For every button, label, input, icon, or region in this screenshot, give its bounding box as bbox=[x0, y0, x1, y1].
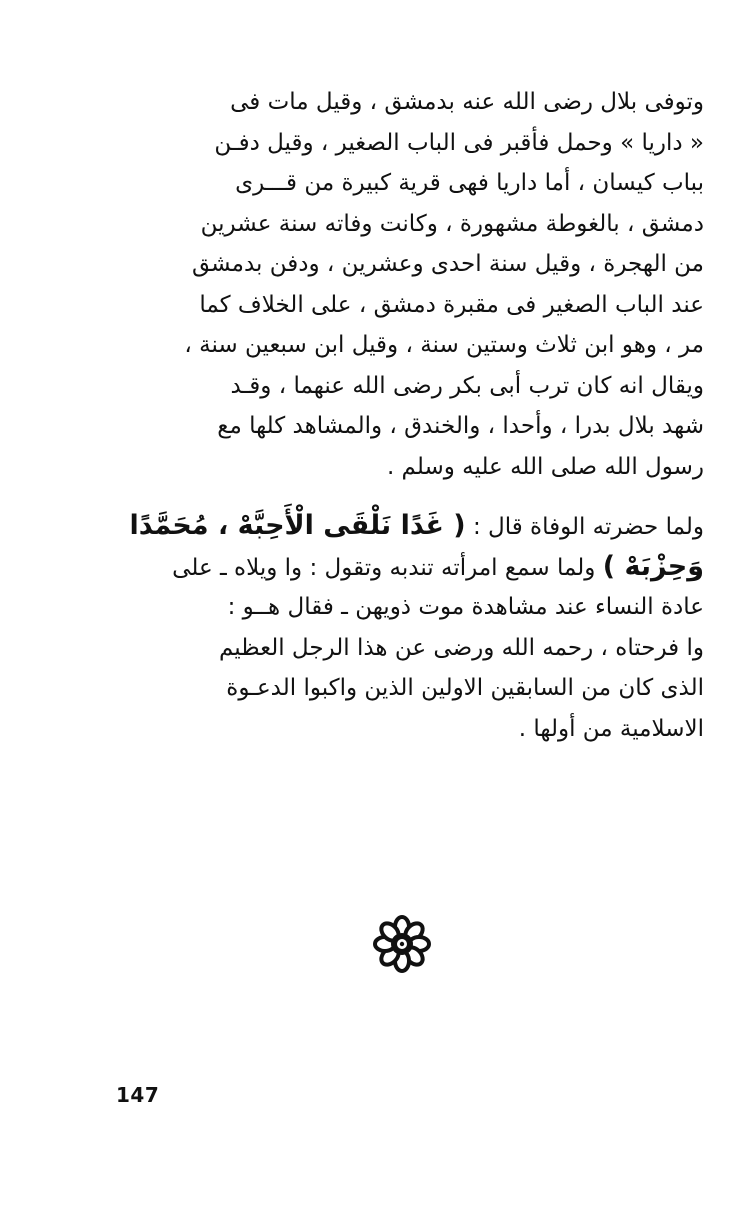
quote-text: وَحِزْبَهْ ) bbox=[602, 550, 704, 582]
text-line: الذى كان من السابقين الاولين الذين واكبوا الدعـوة bbox=[226, 675, 704, 701]
paragraph-bilal-death bbox=[112, 82, 704, 487]
text-line: بباب كيسان ، أما داريا فهى قرية كبيرة من قـــرى bbox=[235, 170, 704, 196]
text-line-with-quote bbox=[112, 547, 704, 588]
text-line-with-quote bbox=[112, 506, 704, 547]
page-number: 147 bbox=[116, 1083, 160, 1107]
text-line: عند الباب الصغير فى مقبرة دمشق ، على الخلاف كما bbox=[199, 291, 704, 318]
text-line: شهد بلال بدرا ، وأحدا ، والخندق ، والمشاهد كلها مع bbox=[217, 413, 704, 439]
text-line: دمشق ، بالغوطة مشهورة ، وكانت وفاته سنة عشرين bbox=[200, 210, 704, 237]
text-line: عادة النساء عند مشاهدة موت ذويهن ـ فقال هــو : bbox=[227, 594, 704, 620]
text-line: رسول الله صلى الله عليه وسلم . bbox=[386, 453, 704, 480]
paragraph-last-words bbox=[112, 506, 704, 749]
text-line: الاسلامية من أولها . bbox=[518, 715, 704, 742]
flower-ornament-icon bbox=[373, 915, 431, 973]
text-line: وا فرحتاه ، رحمه الله ورضى عن هذا الرجل العظيم bbox=[219, 634, 704, 661]
text-line: « داريا » وحمل فأقبر فى الباب الصغير ، وقيل دفـن bbox=[214, 129, 704, 156]
text-line: وتوفى بلال رضى الله عنه بدمشق ، وقيل مات فى bbox=[230, 89, 704, 115]
text-line: من الهجرة ، وقيل سنة احدى وعشرين ، ودفن بدمشق bbox=[191, 251, 704, 277]
intro-text: ولما حضرته الوفاة قال : bbox=[472, 514, 704, 540]
text-line: ويقال انه كان ترب أبى بكر رضى الله عنهما ، وقـد bbox=[230, 372, 704, 399]
text-line: مر ، وهو ابن ثلاث وستين سنة ، وقيل ابن سبعين سنة ، bbox=[184, 332, 704, 358]
quote-text: ( غَدًا نَلْقَى الْأَحِبَّهْ ، مُحَمَّدًا bbox=[129, 510, 466, 541]
text-fragment: ولما سمع امرأته تندبه وتقول : وا ويلاه ـ على bbox=[172, 554, 596, 581]
